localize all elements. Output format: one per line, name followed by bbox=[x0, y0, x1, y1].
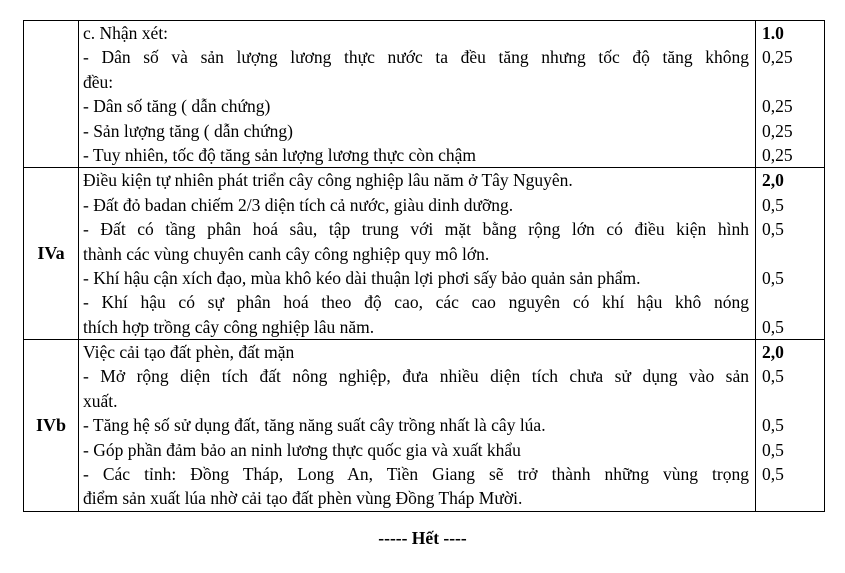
answer-line: - Góp phần đảm bảo an ninh lương thực quốc gia và xuất khẩu bbox=[83, 439, 521, 460]
answer-line: thành các vùng chuyên canh cây công nghiệp quy mô lớn. bbox=[83, 243, 490, 264]
line-score: 0,5 bbox=[762, 267, 784, 288]
answer-content bbox=[79, 21, 756, 168]
section-label bbox=[24, 21, 79, 168]
answer-line: - Mở rộng diện tích đất nông nghiệp, đưa nhiều diện tích chưa sử dụng vào sản bbox=[83, 366, 749, 387]
score-column bbox=[756, 21, 825, 168]
answer-content bbox=[79, 168, 756, 340]
table-row bbox=[24, 21, 825, 168]
answer-line: - Đất có tầng phân hoá sâu, tập trung với mặt bằng rộng lớn có điều kiện hình bbox=[83, 219, 749, 240]
answer-content bbox=[79, 340, 756, 512]
score-column bbox=[756, 340, 825, 512]
section-score: 2,0 bbox=[762, 170, 784, 191]
line-score: 0,25 bbox=[762, 120, 793, 141]
line-score: 0,5 bbox=[762, 415, 784, 436]
answer-line: - Sản lượng tăng ( dẫn chứng) bbox=[83, 120, 293, 141]
line-score: 0,5 bbox=[762, 316, 784, 337]
answer-line: Điều kiện tự nhiên phát triển cây công nghiệp lâu năm ở Tây Nguyên. bbox=[83, 170, 573, 191]
answer-line: - Các tỉnh: Đồng Tháp, Long An, Tiền Giang sẽ trở thành những vùng trọng bbox=[83, 464, 749, 485]
answer-line: - Dân số và sản lượng lương thực nước ta đều tăng nhưng tốc độ tăng không bbox=[83, 47, 749, 68]
end-marker: ----- Hết ---- bbox=[378, 528, 467, 548]
line-score bbox=[756, 70, 824, 94]
answer-line: - Tăng hệ số sử dụng đất, tăng năng suất cây trồng nhất là cây lúa. bbox=[83, 415, 546, 436]
line-score: 0,5 bbox=[762, 366, 784, 387]
line-score: 0,25 bbox=[762, 144, 793, 165]
answer-line: thích hợp trồng cây công nghiệp lâu năm. bbox=[83, 316, 375, 337]
answer-line: - Khí hậu cận xích đạo, mùa khô kéo dài thuận lợi phơi sấy bảo quản sản phẩm. bbox=[83, 267, 641, 288]
line-score bbox=[756, 389, 824, 413]
score-column bbox=[756, 168, 825, 340]
line-score: 0,25 bbox=[762, 96, 793, 117]
table-row bbox=[24, 340, 825, 512]
answer-line: c. Nhận xét: bbox=[83, 23, 169, 43]
line-score: 0,5 bbox=[762, 219, 784, 240]
section-score: 2,0 bbox=[762, 342, 784, 363]
section-label: IVa bbox=[24, 168, 79, 340]
line-score: 0,5 bbox=[762, 194, 784, 215]
answer-line: điểm sản xuất lúa nhờ cải tạo đất phèn vùng Đồng Tháp Mười. bbox=[83, 488, 523, 509]
line-score: 0,5 bbox=[762, 439, 784, 460]
section-label: IVb bbox=[24, 340, 79, 512]
line-score: 0,25 bbox=[762, 47, 793, 68]
table-row bbox=[24, 168, 825, 340]
answer-line: xuất. bbox=[83, 390, 118, 411]
answer-line: - Đất đỏ badan chiếm 2/3 diện tích cả nước, giàu dinh dưỡng. bbox=[83, 194, 514, 215]
line-score: 0,5 bbox=[762, 464, 784, 485]
answer-line: - Khí hậu có sự phân hoá theo độ cao, các cao nguyên có khí hậu khô nóng bbox=[83, 292, 749, 313]
answer-line: - Tuy nhiên, tốc độ tăng sản lượng lương thực còn chậm bbox=[83, 144, 477, 165]
line-score bbox=[756, 242, 824, 266]
answer-line: đều: bbox=[83, 71, 114, 92]
answer-line: - Dân số tăng ( dẫn chứng) bbox=[83, 96, 271, 117]
answer-line: Việc cải tạo đất phèn, đất mặn bbox=[83, 342, 295, 363]
answer-key-table bbox=[23, 20, 825, 512]
line-score bbox=[756, 290, 824, 314]
line-score bbox=[756, 486, 824, 510]
section-score: 1.0 bbox=[762, 23, 784, 43]
